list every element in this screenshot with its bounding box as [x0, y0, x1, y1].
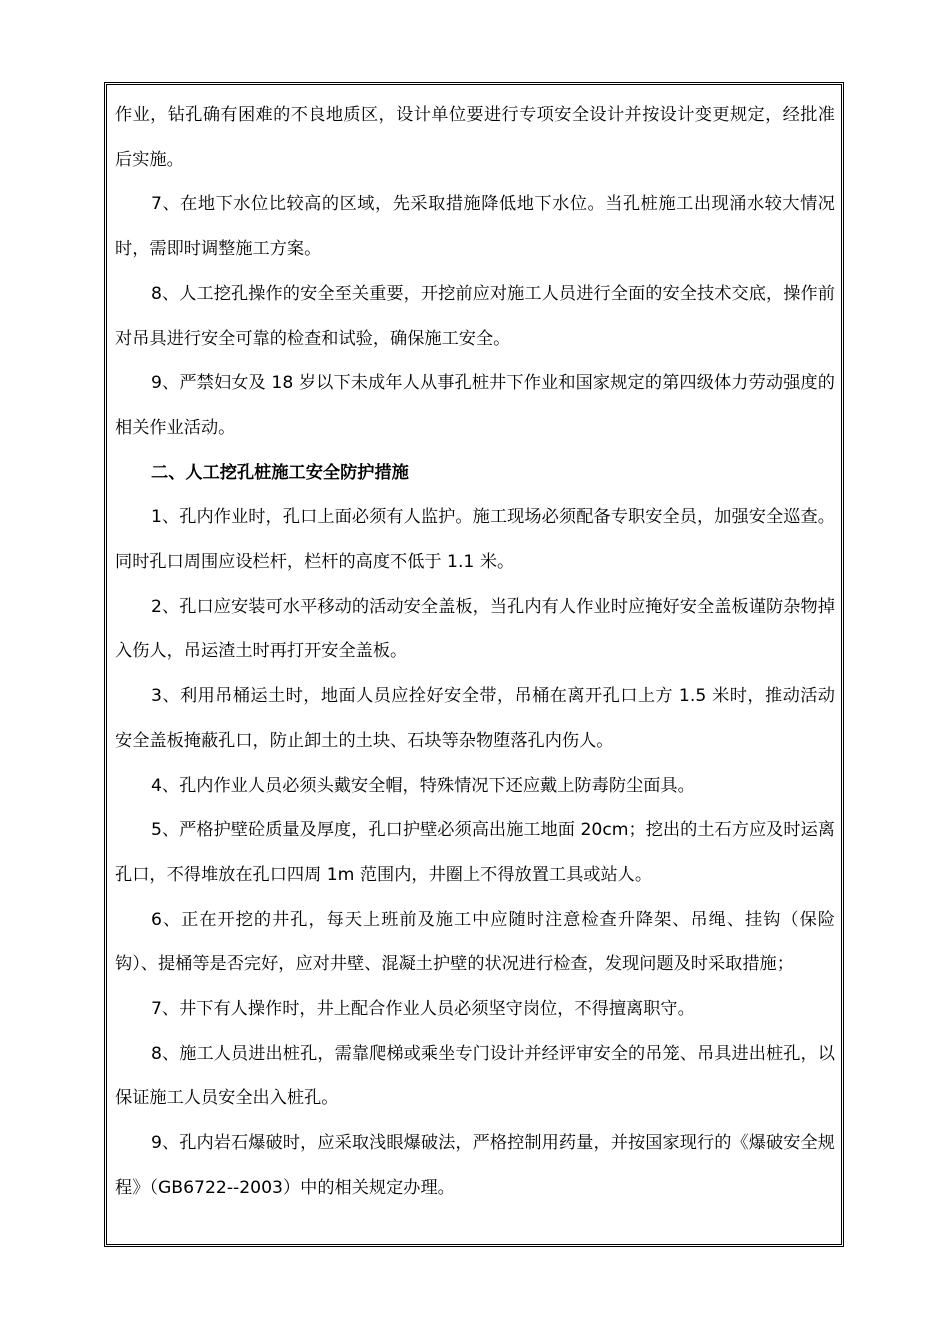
paragraph-measure-8: 8、施工人员进出桩孔，需靠爬梯或乘坐专门设计并经评审安全的吊笼、吊具进出桩孔，以保证施工人员安全出入桩孔。: [115, 1043, 835, 1109]
paragraph-item-8-safety-briefing: 8、人工挖孔操作的安全至关重要，开挖前应对施工人员进行全面的安全技术交底，操作前对吊具进行安全可靠的检查和试验，确保施工安全。: [115, 283, 835, 349]
paragraph-measure-7: 7、井下有人操作时，井上配合作业人员必须坚守岗位，不得擅离职守。: [151, 999, 695, 1020]
paragraph-measure-1: 1、孔内作业时，孔口上面必须有人监护。施工现场必须配备专职安全员，加强安全巡查。同时孔口周围应设栏杆，栏杆的高度不低于 1.1 米。: [115, 507, 835, 573]
paragraph-measure-3: 3、利用吊桶运土时，地面人员应拴好安全带，吊桶在离开孔口上方 1.5 米时，推动活动安全盖板掩蔽孔口，防止卸土的土块、石块等杂物堕落孔内伤人。: [115, 686, 835, 751]
paragraph-measure-9: 9、孔内岩石爆破时，应采取浅眼爆破法，严格控制用药量，并按国家现行的《爆破安全规程》（GB6722--2003）中的相关规定办理。: [115, 1133, 835, 1198]
paragraph-item-7-groundwater: 7、在地下水位比较高的区域，先采取措施降低地下水位。当孔桩施工出现涌水较大情况时，需即时调整施工方案。: [115, 194, 835, 260]
paragraph-measure-2: 2、孔口应安装可水平移动的活动安全盖板，当孔内有人作业时应掩好安全盖板谨防杂物掉入伤人，吊运渣土时再打开安全盖板。: [115, 596, 835, 662]
paragraph-measure-4: 4、孔内作业人员必须头戴安全帽，特殊情况下还应戴上防毒防尘面具。: [151, 775, 695, 796]
paragraph-measure-5: 5、严格护壁砼质量及厚度，孔口护壁必须高出施工地面 20cm；挖出的土石方应及时运离孔口，不得堆放在孔口四周 1m 范围内，井圈上不得放置工具或站人。: [115, 820, 835, 885]
paragraph-continuation: 作业，钻孔确有困难的不良地质区，设计单位要进行专项安全设计并按设计变更规定，经批准后实施。: [115, 105, 835, 170]
document-body: [115, 93, 835, 1211]
document-frame: [104, 82, 844, 1247]
paragraph-item-9-prohibition: 9、严禁妇女及 18 岁以下未成年人从事孔桩井下作业和国家规定的第四级体力劳动强度的相关作业活动。: [115, 373, 835, 438]
paragraph-measure-6: 6、正在开挖的井孔，每天上班前及施工中应随时注意检查升降架、吊绳、挂钩（保险钩）、提桶等是否完好，应对井壁、混凝土护壁的状况进行检查，发现问题及时采取措施；: [115, 909, 835, 975]
section-heading: 二、人工挖孔桩施工安全防护措施: [151, 462, 409, 483]
